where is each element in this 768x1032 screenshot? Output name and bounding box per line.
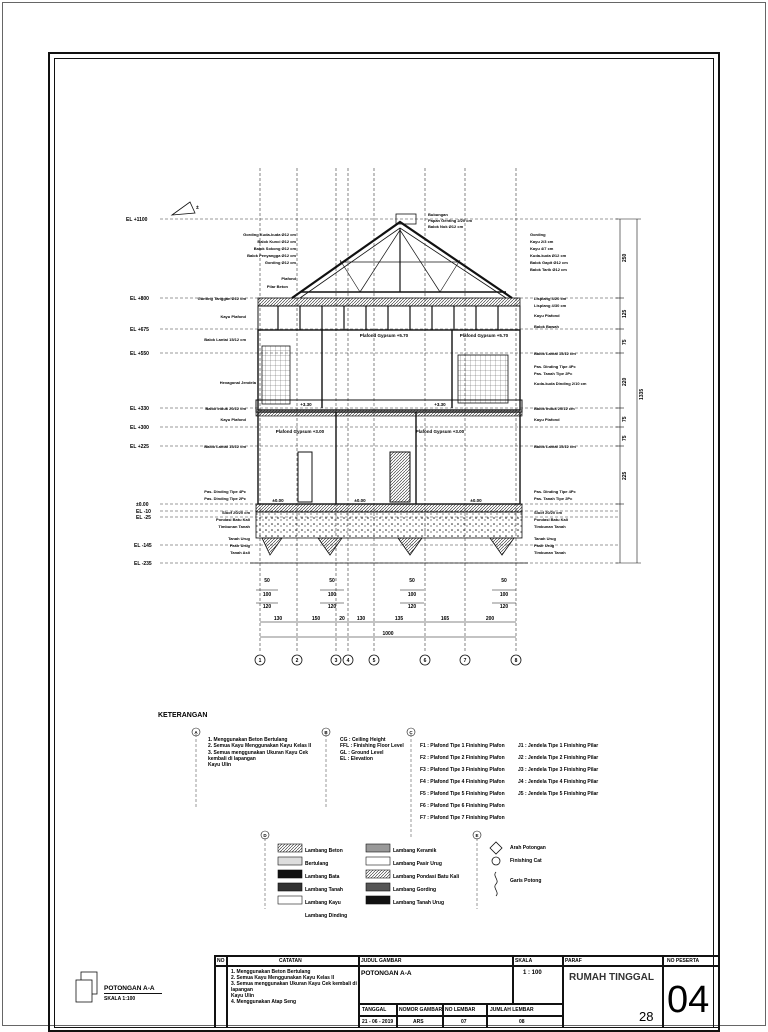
tb-sub-nomor: NOMOR GAMBAR (399, 1007, 443, 1013)
rdim-6: 75 (622, 435, 628, 441)
elev-10: EL -25 (136, 515, 151, 521)
anno-r-4: Gording (530, 232, 546, 237)
dim-2: 150 (311, 616, 321, 622)
foundation (250, 512, 528, 563)
anno-r-16: Pas. Tanah Tipe 2Pc (534, 371, 573, 376)
marker-a: A (194, 730, 198, 735)
grid-label-7: 7 (463, 658, 467, 664)
roof-truss (292, 214, 512, 298)
dim-5: 135 (394, 616, 404, 622)
cut-arrow-icon (490, 842, 502, 854)
rdim-5: 75 (622, 416, 628, 422)
anno-l-8: Gunting Tanggan Ø12 cm (197, 296, 246, 301)
bottom-dimension-lines (256, 590, 516, 637)
anno-r-3: Balok Nok Ø12 cm (428, 224, 464, 229)
marker-b: B (324, 730, 328, 735)
room-label-3: +3.30 (300, 402, 312, 407)
fdim-a3: 120 (262, 604, 272, 610)
dim-total: 1000 (382, 631, 394, 637)
tb-page-big: 04 (667, 979, 710, 1021)
anno-r-13: Balok Bawah (534, 324, 559, 329)
rdim-total: 1335 (639, 388, 645, 400)
elev-2: EL +800 (130, 296, 149, 302)
elev-12: EL -235 (134, 561, 152, 567)
anno-r-17: Kuda-kuda Dinding 2/10 cm (534, 381, 587, 386)
tb-no-lembar: 07 (461, 1019, 467, 1025)
anno-r-19: Kayu Plafond (534, 417, 560, 422)
anno-r-12: Kayu Plafond (534, 313, 560, 318)
marker-d: D (263, 833, 267, 838)
right-dimension-chain (616, 219, 641, 563)
elev-9: EL -10 (136, 509, 151, 515)
anno-r-5: Kayu 2/3 cm (530, 239, 554, 244)
anno-l-12: Balok Induk 20/12 cm (205, 406, 246, 411)
cut-line-icon (495, 872, 497, 896)
grid-label-1: 1 (258, 658, 262, 664)
anno-l-2: Balok Kunci Ø12 cm (257, 239, 296, 244)
rdim-4: 220 (622, 377, 628, 386)
anno-r-11: Lisplang 4/30 cm (534, 303, 567, 308)
anno-l-11: Hexagonal Jendela (219, 380, 256, 385)
tb-header-skala: SKALA (515, 958, 533, 964)
legend-col-c2: J1 : Jendela Tipe 1 Finishing Pilar J2 : Jendela Tipe 2 Finishing Pilar J3 : Jendela Tipe 3 Finishing Pilar J4 : Jendela Tipe 4 Finishing Pilar J5 : Jendela Tipe 5 Finishing Pilar (518, 743, 599, 797)
elev-11: EL -145 (134, 543, 152, 549)
anno-r-27: Pasir Urug (534, 543, 555, 548)
anno-l-16: Pas. Dinding Tipe 2Pc (204, 496, 246, 501)
anno-l-3: Balok Sokong Ø12 cm (253, 246, 296, 251)
fdim-b3: 120 (327, 604, 337, 610)
dim-7: 200 (485, 616, 495, 622)
view-scale: SKALA 1:100 (104, 996, 136, 1002)
tb-page-small: 28 (639, 1009, 654, 1024)
rdim-2: 125 (622, 309, 628, 318)
anno-r-14: Balok Lantai 15/12 cm (534, 351, 576, 356)
anno-l-15: Pas. Dinding Tipe 4Pc (204, 489, 246, 494)
section-mark-icon (172, 202, 199, 215)
grid-label-4: 4 (346, 658, 350, 664)
tb-project: RUMAH TINGGAL (569, 972, 654, 983)
dim-3: 20 (339, 616, 345, 622)
finish-tag-icon (492, 857, 500, 865)
anno-r-25: Timbunan Tanah (534, 524, 566, 529)
tb-header-catatan: CATATAN (279, 958, 302, 964)
room-label-4: +3.30 (434, 402, 446, 407)
anno-r-10: Lisplang 4/20 cm (534, 296, 567, 301)
anno-r-22: Pas. Tanah Tipe 2Pc (534, 496, 573, 501)
marker-c: C (409, 730, 413, 735)
legend-col-e: Arah Potongan Finishing Cat Garis Potong (510, 845, 546, 884)
elev-7: EL +225 (130, 444, 149, 450)
fdim-d1: 50 (501, 578, 507, 584)
anno-r-24: Pondasi Batu Kali (534, 517, 569, 522)
tb-tanggal: 21 - 06 - 2019 (362, 1019, 394, 1025)
anno-r-20: Balok Lantai 15/12 cm (534, 444, 576, 449)
view-label-icon (72, 970, 100, 1012)
anno-l-7: Pilar Beton (266, 284, 288, 289)
anno-l-1: Gording Kuda-kuda Ø12 cm (243, 232, 296, 237)
elev-8: ±0.00 (136, 502, 149, 508)
tb-header-no: NO (217, 958, 225, 964)
anno-l-6: Plafond (281, 276, 296, 281)
anno-r-15: Pas. Dinding Tipe 4Pc (534, 364, 576, 369)
fdim-b1: 50 (329, 578, 335, 584)
anno-r-23: Sloof 20/20 cm (534, 510, 563, 515)
rdim-1: 250 (622, 253, 628, 262)
tb-sub-nolembar: NO LEMBAR (445, 1007, 476, 1013)
tb-judul-value: POTONGAN A-A (361, 970, 412, 977)
anno-r-21: Pas. Dinding Tipe 4Pc (534, 489, 576, 494)
room-label-6: Plafond Gypsum +3.00 (415, 429, 465, 434)
fdim-b2: 100 (327, 592, 337, 598)
dim-6: 165 (440, 616, 450, 622)
svg-text:±: ± (196, 205, 199, 211)
anno-l-9: Kayu Plafond (220, 314, 246, 319)
elev-5: EL +330 (130, 406, 149, 412)
legend-title: KETERANGAN (158, 712, 208, 719)
view-name: POTONGAN A-A (104, 985, 155, 992)
anno-l-22: Tanah Asli (230, 550, 250, 555)
fdim-c2: 100 (407, 592, 417, 598)
anno-r-8: Balok Gapit Ø12 cm (530, 260, 568, 265)
marker-e: E (475, 833, 479, 838)
anno-r-2: Papan Genting 2/20 cm (428, 218, 473, 223)
fdim-a1: 50 (264, 578, 270, 584)
tb-sub-jumlah: JUMLAH LEMBAR (490, 1007, 534, 1013)
anno-l-21: Pasir Urug (229, 543, 250, 548)
tb-notes: 1. Menggunakan Beton Bertulang 2. Semua Kayu Menggunakan Kayu Kelas II 3. Semua menggunakan Ukuran Kayu Cek kembali di lapangan Kayu Ulin 4. Menggunakan Atap Seng (231, 969, 357, 1005)
tb-skala-value: 1 : 100 (523, 970, 542, 976)
elev-3: EL +675 (130, 327, 149, 333)
anno-r-18: Balok Induk 20/12 cm (534, 406, 575, 411)
lower-floor (256, 410, 522, 512)
tb-nomor-gambar: ARS (413, 1019, 424, 1025)
legend-col-c1: F1 : Plafond Tipe 1 Finishing Plafon F2 : Plafond Tipe 2 Finishing Plafon F3 : Plafond Tipe 3 Finishing Plafon F4 : Plafond Tipe 4 Finishing Plafon F5 : Plafond Tipe 5 Finishing Plafon F6 : Plafond Tipe 6 Finishing Plafon F7 : Plafond Tipe 7 Finishing Plafon (420, 743, 505, 821)
tb-header-paraf: PARAF (565, 958, 582, 964)
dim-1: 130 (273, 616, 283, 622)
elev-6: EL +300 (130, 425, 149, 431)
anno-r-7: Kuda-kuda Ø12 cm (530, 253, 567, 258)
elev-4: EL +550 (130, 351, 149, 357)
grid-label-2: 2 (295, 658, 299, 664)
anno-l-10: Balok Lantai 15/12 cm (204, 337, 246, 342)
room-label-1: Plafond Gypsum +5.70 (359, 333, 409, 338)
anno-l-19: Timbunan Tanah (218, 524, 250, 529)
anno-l-17: Sloof 20/20 cm (221, 510, 250, 515)
legend-col-b: CG : Ceiling Height FFL : Finishing Floor Level GL : Ground Level EL : Elevation (340, 737, 404, 762)
fdim-a2: 100 (262, 592, 272, 598)
grid-label-6: 6 (423, 658, 427, 664)
anno-r-1: Bubungan (428, 212, 448, 217)
room-label-9: ±0.00 (470, 498, 482, 503)
title-block (214, 955, 719, 1028)
tb-header-judul: JUDUL GAMBAR (361, 958, 402, 964)
tb-sub-tanggal: TANGGAL (362, 1007, 387, 1013)
upper-floor (256, 298, 522, 412)
grid-label-3: 3 (334, 658, 338, 664)
room-label-7: ±0.00 (272, 498, 284, 503)
view-name-underline (104, 993, 162, 994)
anno-l-14: Balok Lantai 15/12 cm (204, 444, 246, 449)
fdim-d2: 100 (499, 592, 509, 598)
tb-header-no-peserta: NO PESERTA (667, 958, 700, 964)
anno-r-6: Kayu 4/7 cm (530, 246, 554, 251)
room-label-5: Plafond Gypsum +3.00 (275, 429, 325, 434)
rdim-7: 225 (622, 471, 628, 480)
grid-label-5: 5 (372, 658, 376, 664)
fdim-c3: 120 (407, 604, 417, 610)
fdim-c1: 50 (409, 578, 415, 584)
elev-1: EL +1100 (126, 217, 148, 223)
anno-l-4: Balok Penyangga Ø12 cm (247, 253, 296, 258)
anno-l-5: Gording Ø12 cm (264, 260, 296, 265)
room-label-8: ±0.00 (354, 498, 366, 503)
fdim-d3: 120 (499, 604, 509, 610)
anno-l-20: Tanah Urug (228, 536, 250, 541)
anno-r-26: Tanah Urug (534, 536, 556, 541)
anno-r-9: Balok Tarik Ø12 cm (530, 267, 567, 272)
anno-l-13: Kayu Plafond (220, 417, 246, 422)
dim-4: 130 (356, 616, 366, 622)
legend-col-a: 1. Menggunakan Beton Bertulang 2. Semua Kayu Menggunakan Kayu Kelas II 3. Semua menggunakan Ukuran Kayu Cek kembali di lapangan Kayu Ulin (208, 737, 312, 768)
anno-l-18: Pondasi Batu Kali (215, 517, 250, 522)
legend-col-d2: Lambang Keramik Lambang Pasir Urug Lambang Pondasi Batu Kali Lambang Gording Lambang Tanah Urug (393, 848, 460, 906)
room-label-2: Plafond Gypsum +5.70 (459, 333, 509, 338)
tb-jumlah-lembar: 08 (519, 1019, 525, 1025)
grid-label-8: 8 (514, 658, 518, 664)
legend-col-d1: Lambang Beton Bertulang Lambang Bata Lambang Tanah Lambang Kayu Lambang Dinding (305, 848, 348, 919)
anno-r-28: Timbunan Tanah (534, 550, 566, 555)
rdim-3: 75 (622, 339, 628, 345)
